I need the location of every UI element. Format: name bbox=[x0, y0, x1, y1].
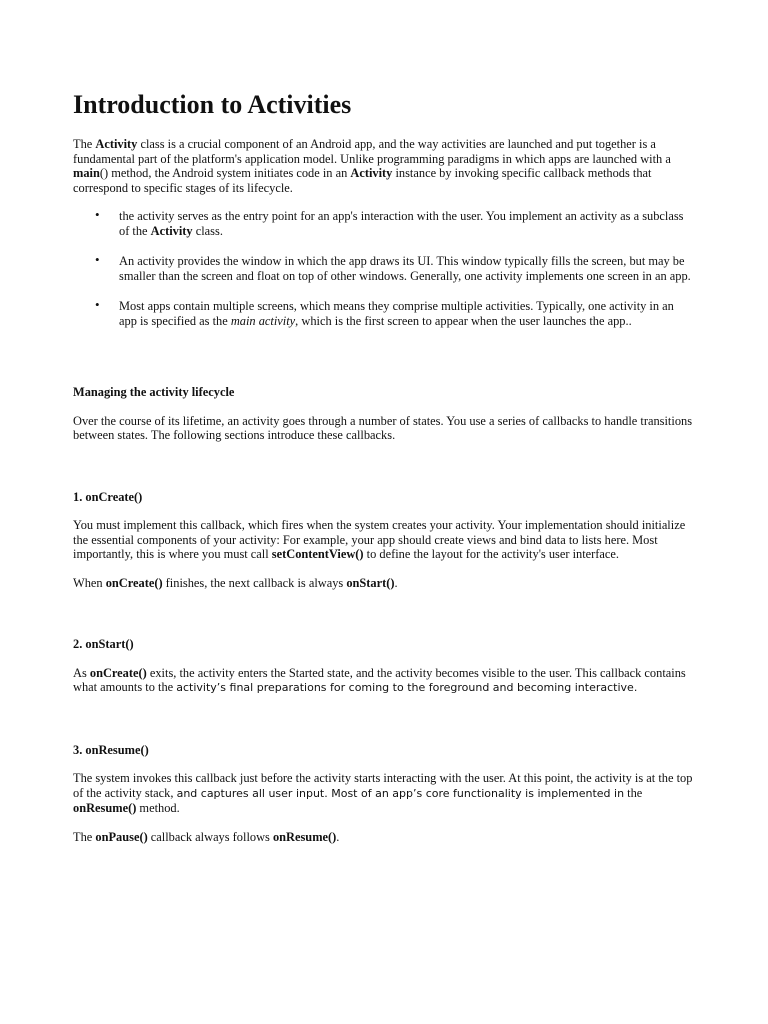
bullet-text: An activity provides the window in which the app draws its UI. This window typically fills the screen, but may be smaller than the screen and float on top of other windows. Generally, one activity implements one screen in an app. bbox=[119, 254, 691, 283]
onstart-sans-text: activity’s final preparations for coming to the foreground and becoming interactive. bbox=[176, 681, 638, 694]
intro-bold-activity: Activity bbox=[95, 137, 138, 151]
oncreate-text: When bbox=[73, 575, 106, 590]
onresume-bold: onResume() bbox=[73, 801, 137, 815]
onresume-sans-text: and captures all user input. Most of an app’s core functionality is implemented in bbox=[176, 786, 625, 800]
onresume-bold: onResume() bbox=[272, 829, 337, 844]
spacer bbox=[73, 400, 693, 414]
onresume-bold: onPause() bbox=[95, 829, 148, 844]
bullet-text: Most apps contain multiple screens, which means they comprise multiple activities. Typically, one activity in an app is specified as the bbox=[119, 299, 674, 328]
oncreate-text: to define the layout for the activity's user interface. bbox=[363, 547, 620, 561]
intro-text: instance by invoking specific callback methods that correspond to specific stages of its lifecycle. bbox=[73, 166, 652, 195]
intro-text: () method, the Android system initiates code in an bbox=[99, 166, 351, 180]
bullet-text: class. bbox=[192, 223, 223, 238]
onstart-paragraph bbox=[73, 666, 693, 696]
lifecycle-paragraph: Over the course of its lifetime, an activity goes through a number of states. You use a series of callbacks to handle transitions between states. The following sections introduce these callbacks. bbox=[73, 413, 693, 442]
section-heading-onresume: 3. onResume() bbox=[73, 742, 149, 757]
bullet-text: the activity serves as the entry point for an app's interaction with the user. You implement an activity as a subclass of the bbox=[119, 209, 684, 238]
spacer bbox=[73, 344, 693, 385]
list-item bbox=[73, 209, 693, 238]
oncreate-text: You must implement this callback, which fires when the system creates your activity. Your implementation should initialize the essential components of your activity: For example, your app should create views and bind data to lists here. Most importantly, this is where you must call bbox=[73, 518, 686, 561]
oncreate-next-paragraph bbox=[73, 576, 693, 591]
oncreate-bold: onCreate() bbox=[105, 575, 163, 590]
spacer bbox=[73, 504, 693, 518]
intro-text: class is a crucial component of an Android app, and the way activities are launched and put together is a fundamental part of the platform's application model. Unlike programming paradigms in which apps are launched with a bbox=[73, 137, 671, 166]
intro-bold-activity-2: Activity bbox=[350, 166, 393, 180]
onstart-bold: onCreate() bbox=[89, 665, 147, 680]
oncreate-bold: onStart() bbox=[346, 575, 395, 590]
bullet-bold: Activity bbox=[150, 223, 193, 238]
onresume-text: . bbox=[336, 829, 340, 844]
bullet-italic: main activity bbox=[230, 313, 296, 328]
onresume-text: method. bbox=[136, 801, 180, 815]
intro-paragraph bbox=[73, 137, 693, 195]
onresume-text: The bbox=[73, 829, 96, 844]
onresume-text: the bbox=[624, 785, 643, 800]
section-heading-onstart: 2. onStart() bbox=[73, 637, 134, 651]
onresume-text: callback always follows bbox=[147, 829, 273, 844]
section-heading-lifecycle: Managing the activity lifecycle bbox=[73, 385, 235, 399]
oncreate-paragraph bbox=[73, 518, 693, 562]
onresume-paragraph bbox=[73, 771, 693, 816]
onresume-text: The system invokes this callback just before the activity starts interacting with the user. At this point, the activity is at the top of the activity stack, bbox=[73, 771, 693, 800]
bullet-text: , which is the first screen to appear when the user launches the app.. bbox=[295, 313, 632, 328]
oncreate-text: . bbox=[394, 575, 398, 590]
onresume-next-paragraph bbox=[73, 830, 693, 845]
page-title: Introduction to Activities bbox=[73, 90, 352, 119]
spacer bbox=[73, 757, 693, 771]
oncreate-bold: setContentView() bbox=[271, 547, 364, 561]
oncreate-text: finishes, the next callback is always bbox=[162, 575, 347, 590]
document-content bbox=[73, 90, 693, 858]
spacer bbox=[73, 710, 693, 743]
spacer bbox=[73, 604, 693, 637]
intro-bold-main: main bbox=[73, 166, 100, 180]
section-heading-oncreate: 1. onCreate() bbox=[73, 489, 143, 504]
bullet-icon: • bbox=[95, 297, 100, 312]
onstart-text: exits, the activity enters the Started state, and the activity becomes visible to the user. This callback contains what amounts to the bbox=[73, 665, 686, 694]
bullet-icon: • bbox=[95, 207, 100, 222]
list-item bbox=[73, 254, 693, 283]
spacer bbox=[73, 457, 693, 490]
intro-text: The bbox=[73, 137, 96, 151]
onstart-text: As bbox=[73, 665, 90, 680]
list-item bbox=[73, 299, 693, 328]
spacer bbox=[73, 652, 693, 666]
bullet-list bbox=[73, 209, 693, 328]
bullet-icon: • bbox=[95, 252, 100, 267]
